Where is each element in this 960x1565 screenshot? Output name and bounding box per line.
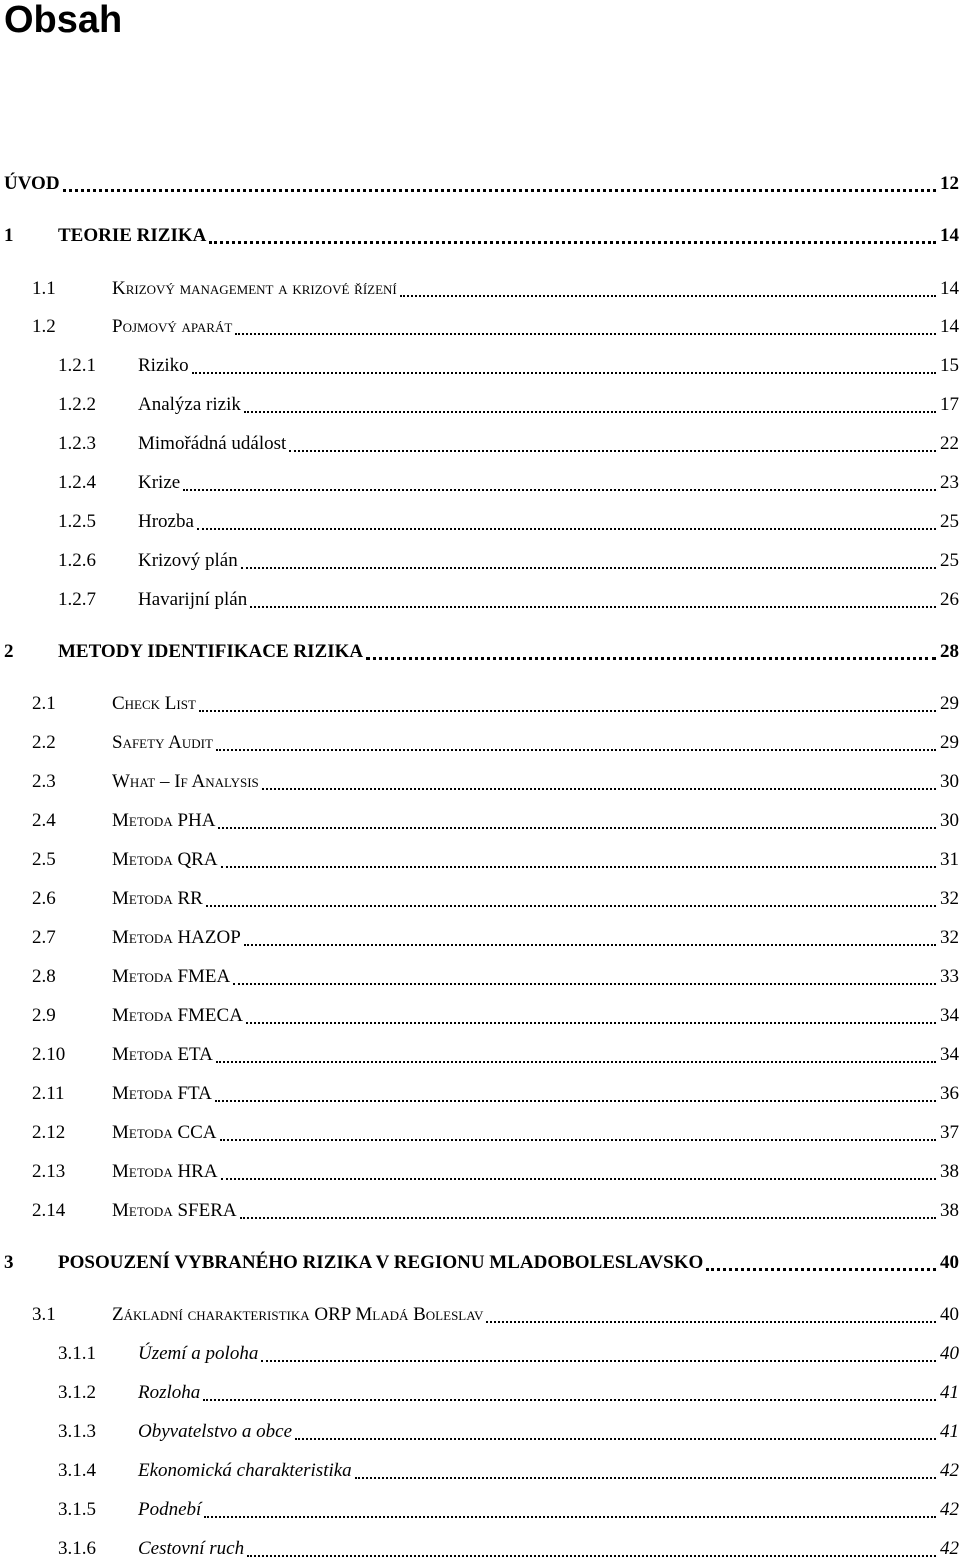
toc-entry[interactable] [0, 1115, 960, 1145]
toc-dot-leader [235, 333, 936, 335]
toc-entry-page: 28 [940, 641, 959, 662]
toc-entry-page: 15 [940, 355, 959, 376]
toc-entry-label: Havarijní plán [138, 589, 248, 610]
toc-entry-number: 3.1.3 [58, 1421, 96, 1442]
toc-entry-label: Území a poloha [138, 1343, 259, 1364]
toc-entry[interactable] [0, 1076, 960, 1106]
toc-entry-page: 38 [940, 1161, 959, 1182]
toc-entry[interactable] [0, 1154, 960, 1184]
toc-entry-page: 32 [940, 927, 959, 948]
toc-dot-leader [250, 606, 936, 608]
toc-entry-label: Hrozba [138, 511, 194, 532]
toc-entry-page: 41 [940, 1421, 959, 1442]
toc-entry-number: 2.9 [32, 1005, 56, 1026]
toc-dot-leader [366, 657, 936, 660]
toc-entry-page: 14 [940, 225, 959, 246]
toc-entry-page: 40 [940, 1343, 959, 1364]
toc-entry-label: What – If Analysis [112, 771, 259, 792]
toc-entry-number: 2.7 [32, 927, 56, 948]
toc-entry[interactable] [0, 686, 960, 716]
toc-entry-label: METODY IDENTIFIKACE RIZIKA [58, 641, 364, 662]
toc-dot-leader [246, 1022, 936, 1024]
toc-entry-label: Obyvatelstvo a obce [138, 1421, 293, 1442]
toc-entry-number: 2.10 [32, 1044, 66, 1065]
toc-dot-leader [221, 1178, 936, 1180]
toc-entry-label: Krize [138, 472, 181, 493]
toc-entry[interactable] [0, 764, 960, 794]
toc-entry-number: 1.2.3 [58, 433, 96, 454]
toc-entry[interactable] [0, 803, 960, 833]
toc-dot-leader [355, 1477, 936, 1479]
toc-entry[interactable] [0, 1336, 960, 1366]
toc-entry-page: 42 [940, 1499, 959, 1520]
toc-dot-leader [240, 1217, 936, 1219]
toc-entry-number: 3.1.4 [58, 1460, 96, 1481]
toc-entry-page: 32 [940, 888, 959, 909]
toc-entry-number: 2.11 [32, 1083, 65, 1104]
toc-entry[interactable] [0, 1245, 960, 1275]
toc-entry-label: Metoda SFERA [112, 1200, 237, 1221]
toc-entry-number: 2.1 [32, 693, 56, 714]
toc-entry-number: 2.3 [32, 771, 56, 792]
toc-entry[interactable] [0, 271, 960, 301]
toc-entry[interactable] [0, 504, 960, 534]
toc-dot-leader [241, 567, 936, 569]
toc-entry-label: Rozloha [138, 1382, 201, 1403]
toc-entry-number: 2.5 [32, 849, 56, 870]
toc-entry-number: 1.2.7 [58, 589, 96, 610]
toc-dot-leader [192, 372, 936, 374]
toc-entry-label: Krizový plán [138, 550, 238, 571]
toc-entry-number: 2.8 [32, 966, 56, 987]
toc-entry-label: POSOUZENÍ VYBRANÉHO RIZIKA V REGIONU MLADOBOLESLAVSKO [58, 1252, 704, 1273]
toc-entry-number: 3.1 [32, 1304, 56, 1325]
toc-dot-leader [289, 450, 936, 452]
toc-entry[interactable] [0, 426, 960, 456]
toc-entry-label: Cestovní ruch [138, 1538, 245, 1559]
toc-entry-page: 31 [940, 849, 959, 870]
toc-entry-page: 25 [940, 511, 959, 532]
toc-entry[interactable] [0, 1297, 960, 1327]
toc-entry-label: Analýza rizik [138, 394, 241, 415]
toc-entry-page: 30 [940, 771, 959, 792]
toc-dot-leader [63, 189, 936, 192]
toc-entry[interactable] [0, 998, 960, 1028]
toc-entry-label: Metoda FMECA [112, 1005, 243, 1026]
toc-entry-number: 2.12 [32, 1122, 66, 1143]
toc-entry-page: 40 [940, 1304, 959, 1325]
toc-entry[interactable] [0, 1492, 960, 1522]
toc-dot-leader [295, 1438, 936, 1440]
toc-entry-label: Metoda HRA [112, 1161, 218, 1182]
toc-dot-leader [216, 1061, 936, 1063]
toc-entry-page: 17 [940, 394, 959, 415]
toc-entry-label: Check List [112, 693, 196, 714]
toc-entry-page: 29 [940, 732, 959, 753]
toc-dot-leader [206, 905, 936, 907]
toc-entry-number: 2.2 [32, 732, 56, 753]
toc-entry[interactable] [0, 582, 960, 612]
toc-entry-number: 1.2.4 [58, 472, 96, 493]
toc-entry-page: 29 [940, 693, 959, 714]
toc-entry-label: Metoda ETA [112, 1044, 213, 1065]
toc-dot-leader [244, 944, 936, 946]
toc-dot-leader [197, 528, 936, 530]
toc-entry-label: Metoda FTA [112, 1083, 212, 1104]
toc-entry-label: Pojmový aparát [112, 316, 233, 337]
toc-entry[interactable] [0, 218, 960, 248]
toc-entry-number: 2 [4, 641, 14, 662]
toc-dot-leader [244, 411, 936, 413]
toc-entry-number: 1 [4, 225, 14, 246]
toc-entry-label: Riziko [138, 355, 189, 376]
toc-entry-page: 25 [940, 550, 959, 571]
toc-entry-label: Metoda HAZOP [112, 927, 241, 948]
toc-entry-number: 2.4 [32, 810, 56, 831]
toc-entry-number: 3.1.5 [58, 1499, 96, 1520]
toc-entry-page: 42 [940, 1460, 959, 1481]
toc-entry[interactable] [0, 920, 960, 950]
toc-entry-page: 33 [940, 966, 959, 987]
toc-entry-number: 1.2.2 [58, 394, 96, 415]
toc-entry-number: 1.2.1 [58, 355, 96, 376]
toc-entry-label: Krizový management a krizové řízení [112, 278, 397, 299]
toc-entry-page: 34 [940, 1044, 959, 1065]
toc-entry-page: 26 [940, 589, 959, 610]
toc-dot-leader [221, 866, 936, 868]
toc-dot-leader [215, 1100, 936, 1102]
toc-dot-leader [209, 241, 936, 244]
toc-entry-page: 36 [940, 1083, 959, 1104]
toc-entry[interactable] [0, 166, 960, 196]
toc-entry-number: 1.2.5 [58, 511, 96, 532]
toc-dot-leader [400, 295, 936, 297]
toc-entry-number: 1.1 [32, 278, 56, 299]
toc-entry-page: 40 [940, 1252, 959, 1273]
toc-entry-page: 14 [940, 278, 959, 299]
toc-entry-label: Ekonomická charakteristika [138, 1460, 352, 1481]
toc-dot-leader [218, 827, 936, 829]
toc-dot-leader [199, 710, 936, 712]
toc-dot-leader [706, 1268, 936, 1271]
toc-entry-page: 12 [940, 173, 959, 194]
toc-entry[interactable] [0, 348, 960, 378]
toc-entry-label: ÚVOD [4, 173, 60, 194]
page-title: Obsah [4, 0, 123, 41]
toc-entry-page: 37 [940, 1122, 959, 1143]
toc-entry-label: Podnebí [138, 1499, 202, 1520]
toc-entry-page: 41 [940, 1382, 959, 1403]
toc-entry-number: 3.1.1 [58, 1343, 96, 1364]
toc-entry-label: Metoda RR [112, 888, 203, 909]
toc-entry-label: Metoda CCA [112, 1122, 217, 1143]
toc-entry[interactable] [0, 1414, 960, 1444]
toc-entry-page: 34 [940, 1005, 959, 1026]
toc-entry[interactable] [0, 465, 960, 495]
toc-dot-leader [220, 1139, 936, 1141]
toc-entry-number: 3.1.6 [58, 1538, 96, 1559]
toc-entry-number: 2.6 [32, 888, 56, 909]
toc-entry[interactable] [0, 1037, 960, 1067]
toc-entry-page: 30 [940, 810, 959, 831]
toc-entry[interactable] [0, 1453, 960, 1483]
toc-dot-leader [183, 489, 936, 491]
toc-entry[interactable] [0, 543, 960, 573]
toc-entry-label: Metoda PHA [112, 810, 216, 831]
toc-entry-label: Mimořádná událost [138, 433, 287, 454]
toc-entry-label: Metoda FMEA [112, 966, 231, 987]
toc-entry[interactable] [0, 634, 960, 664]
toc-entry-page: 38 [940, 1200, 959, 1221]
toc-entry-label: Metoda QRA [112, 849, 218, 870]
toc-dot-leader [203, 1399, 936, 1401]
toc-dot-leader [233, 983, 936, 985]
toc-entry-number: 2.13 [32, 1161, 66, 1182]
toc-entry-page: 22 [940, 433, 959, 454]
toc-dot-leader [247, 1555, 936, 1557]
toc-entry[interactable] [0, 1531, 960, 1561]
toc-entry-number: 2.14 [32, 1200, 66, 1221]
toc-entry-page: 23 [940, 472, 959, 493]
toc-entry[interactable] [0, 842, 960, 872]
toc-entry-label: TEORIE RIZIKA [58, 225, 207, 246]
toc-entry[interactable] [0, 387, 960, 417]
toc-entry[interactable] [0, 881, 960, 911]
toc-entry-label: Safety Audit [112, 732, 213, 753]
toc-entry[interactable] [0, 725, 960, 755]
toc-dot-leader [262, 788, 936, 790]
toc-entry-number: 3 [4, 1252, 14, 1273]
toc-entry[interactable] [0, 959, 960, 989]
toc-dot-leader [204, 1516, 936, 1518]
toc-entry-number: 1.2.6 [58, 550, 96, 571]
toc-entry-number: 1.2 [32, 316, 56, 337]
toc-entry-label: Základní charakteristika ORP Mladá Boleslav [112, 1304, 484, 1325]
toc-dot-leader [486, 1321, 936, 1323]
toc-entry-page: 14 [940, 316, 959, 337]
toc-dot-leader [261, 1360, 936, 1362]
toc-entry[interactable] [0, 1193, 960, 1223]
toc-entry[interactable] [0, 309, 960, 339]
toc-entry[interactable] [0, 1375, 960, 1405]
toc-entry-page: 42 [940, 1538, 959, 1559]
toc-dot-leader [216, 749, 936, 751]
toc-entry-number: 3.1.2 [58, 1382, 96, 1403]
